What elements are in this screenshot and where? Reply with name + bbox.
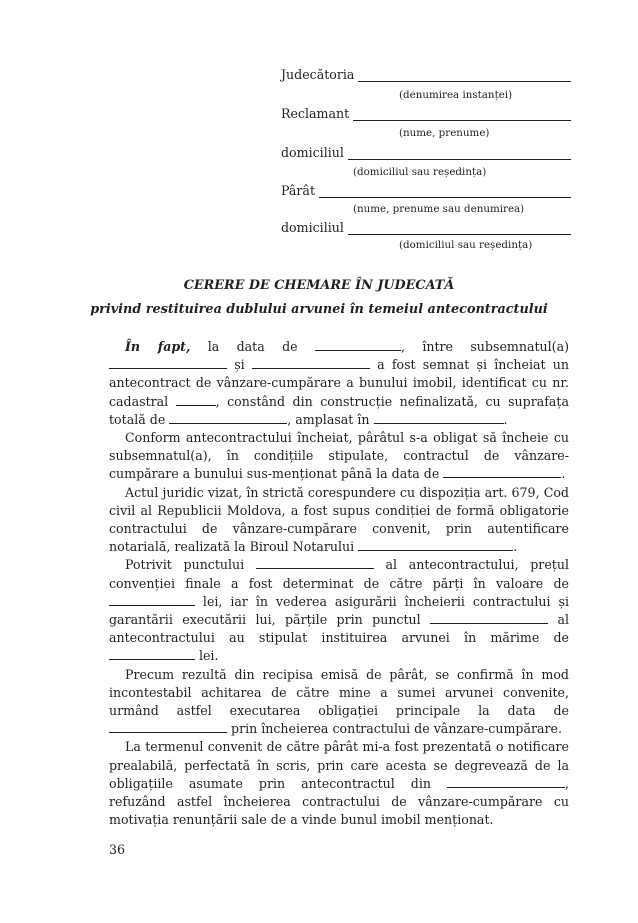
p2-text-2: . (561, 466, 566, 482)
p4-text-2: al antecontractului, prețul convenției finale a fost determinat de către părți în valoare de (109, 557, 569, 591)
plaintiff-label: Reclamant (281, 106, 350, 121)
paragraph-1 (109, 338, 569, 429)
p6-text-1: La termenul convenit de către pârât mi-a fost prezentată o notificare prealabilă, perfectată în scris, prin care acesta se degrevează de la obligațiile asumate prin antecontractul din (109, 739, 569, 791)
defendant-blank[interactable] (319, 184, 571, 198)
p4-text-3: lei, iar în vederea asigurării încheierii contractului și garantării executării lui, părțile prin punctul (109, 593, 569, 628)
execution-date-blank[interactable] (109, 721, 227, 733)
p4-text-4: al antecontractului au stipulat instituirea arvunei în mărime de (109, 612, 569, 646)
plaintiff-caption: (nume, prenume) (399, 127, 490, 139)
notary-blank[interactable] (358, 539, 513, 551)
paragraph-6 (109, 738, 569, 829)
deadline-blank[interactable] (443, 466, 561, 478)
p4-text-5: lei. (195, 648, 219, 664)
defendant-block (281, 180, 571, 198)
document-body (109, 338, 569, 829)
p3-text-1: Actul juridic vizat, în strictă corespundere cu dispoziția art. 679, Cod civil al Republicii Moldova, a fost supus condiției de formă obligatorie contractului de vânzare-cumpărare convenit, prin autentificare notarială, realizată la Biroul Notarului (109, 484, 569, 555)
deposit-amount-blank[interactable] (109, 648, 195, 660)
document-title: CERERE DE CHEMARE ÎN JUDECATĂ (183, 278, 455, 293)
price-value-blank[interactable] (109, 594, 195, 606)
paragraph-2 (109, 429, 569, 484)
deposit-clause-blank[interactable] (430, 612, 548, 624)
paragraph-3 (109, 484, 569, 557)
defendant-domicile-label: domiciliul (281, 220, 344, 235)
court-blank[interactable] (358, 68, 571, 82)
defendant-row (281, 180, 571, 198)
p3-text-2: . (513, 539, 518, 555)
cadastral-blank[interactable] (176, 394, 216, 406)
court-caption: (denumirea instanței) (399, 89, 513, 101)
area-blank[interactable] (169, 412, 287, 424)
p4-text-1: Potrivit punctului (125, 557, 256, 573)
p1-text-3: și (227, 357, 252, 373)
p1-text-6: , amplasat în (287, 411, 374, 427)
plaintiff-row (281, 103, 571, 121)
subsemnatul-blank[interactable] (109, 357, 227, 369)
plaintiff-domicile-row (281, 142, 571, 160)
document-subtitle: privind restituirea dublului arvunei în temeiul antecontractului (90, 302, 548, 317)
p1-text-2: , între subsemnatul(a) (400, 339, 569, 354)
p1-text-7: . (503, 411, 508, 427)
court-row (281, 64, 571, 82)
p1-text-5: , constând din construcție nefinalizată, cu suprafața totală de (109, 393, 569, 427)
p2-text-1: Conform antecontractului încheiat, pârâtul s-a obligat să încheie cu subsemnatul(a), în condițiile stipulate, contractul de vânzare-cumpărare a bunului sus-menționat până la data de (109, 430, 569, 482)
defendant-domicile-block (281, 217, 571, 235)
paragraph-5 (109, 666, 569, 739)
date-blank[interactable] (315, 339, 401, 351)
defendant-domicile-row (281, 217, 571, 235)
p5-text-2: prin încheierea contractului de vânzare-cumpărare. (227, 721, 562, 737)
court-label: Judecătoria (281, 67, 355, 82)
location-blank[interactable] (374, 412, 504, 424)
header-block (281, 64, 571, 82)
p1-text-1: la data de (190, 339, 315, 354)
plaintiff-domicile-label: domiciliul (281, 145, 344, 160)
page-number: 36 (109, 842, 126, 857)
defendant-caption: (nume, prenume sau denumirea) (353, 203, 525, 215)
precontract-date-blank[interactable] (447, 776, 565, 788)
paragraph-4 (109, 556, 569, 665)
plaintiff-domicile-caption: (domiciliul sau reședința) (353, 166, 487, 178)
p1-lead: În fapt, (125, 339, 191, 354)
defendant-label: Pârât (281, 183, 316, 198)
plaintiff-block (281, 103, 571, 121)
p1-text-4: a fost semnat și încheiat un antecontract de vânzare-cumpărare a bunului imobil, identificat cu nr. cadastral (109, 357, 569, 409)
defendant-domicile-blank[interactable] (348, 221, 571, 235)
p6-text-2: , refuzând astfel încheierea contractului de vânzare-cumpărare cu motivația renunțării sale de a vinde bunul imobil menționat. (109, 775, 569, 828)
plaintiff-blank[interactable] (353, 107, 571, 121)
plaintiff-domicile-blank[interactable] (348, 146, 571, 160)
price-clause-blank[interactable] (256, 557, 374, 569)
plaintiff-domicile-block (281, 142, 571, 160)
p5-text-1: Precum rezultă din recipisa emisă de pârât, se confirmă în mod incontestabil achitarea de către mine a sumei arvunei convenite, urmând astfel executarea obligației principale la data de (109, 666, 569, 719)
defendant-domicile-caption: (domiciliul sau reședința) (399, 239, 533, 251)
party-blank[interactable] (252, 357, 370, 369)
